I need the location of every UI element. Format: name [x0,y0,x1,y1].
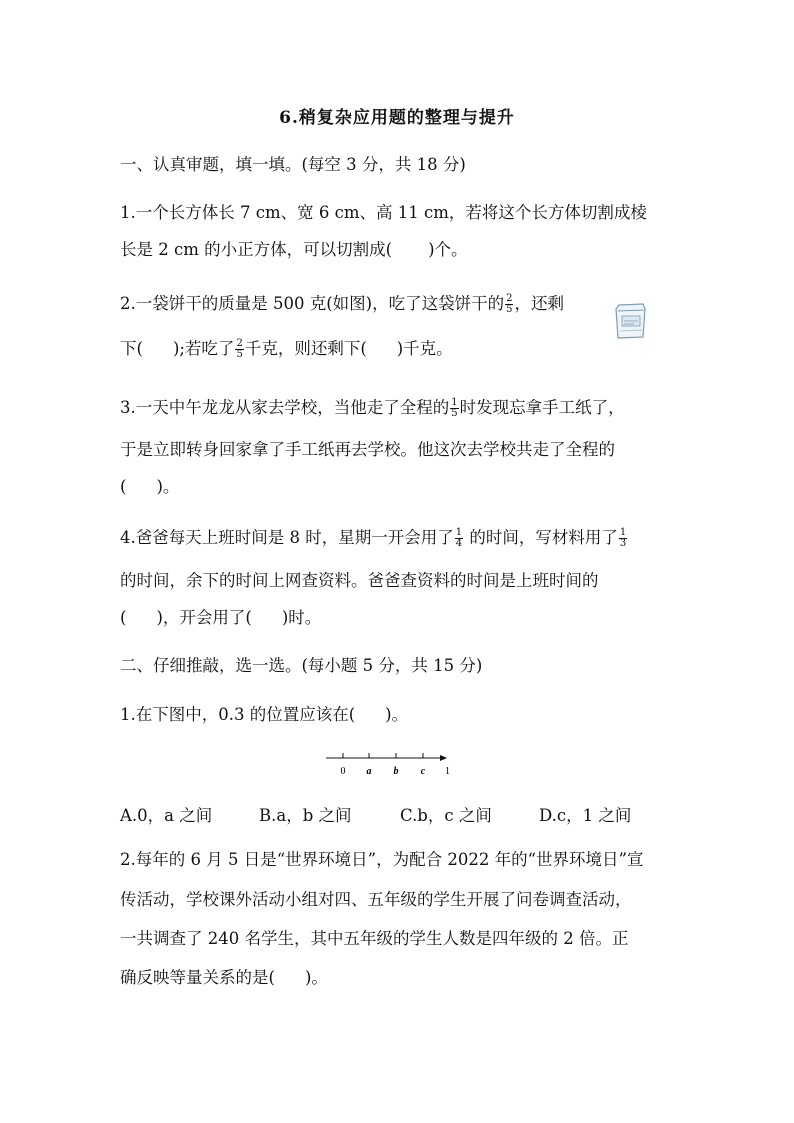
q1-4-line3: ( )，开会用了( )时。 [120,608,322,627]
option-a: A.0，a 之间 [120,806,213,825]
q2-2-line2: 传活动，学校课外活动小组对四、五年级的学生开展了问卷调查活动， [120,890,632,909]
q1-3-line3: ( )。 [120,477,180,496]
fraction: $\frac{1}{4}$ [455,527,463,549]
q2-2-line3: 一共调查了 240 名学生，其中五年级的学生人数是四年级的 2 倍。正 [120,929,629,948]
section2-heading: 二、仔细推敲，选一选。(每小题 5 分，共 15 分) [120,656,483,675]
q1-2-line2: 下( );若吃了 $\frac{2}{5}$ 千克，则还剩下( )千克。 [120,338,453,360]
tick-label-c: c [420,766,426,777]
option-c: C.b，c 之间 [400,806,492,825]
q1-1-line2: 长是 2 cm 的小正方体，可以切割成( )个。 [120,240,468,259]
q1-3-line1: 3.一天中午龙龙从家去学校，当他走了全程的 $\frac{1}{5}$ 时发现忘拿手工纸了， [120,397,625,419]
fraction: $\frac{1}{5}$ [451,397,458,419]
q2-2-line4: 确反映等量关系的是( )。 [120,968,328,987]
section1-heading: 一、认真审题，填一填。(每空 3 分，共 18 分) [120,155,466,174]
tick-label-0: 0 [340,766,346,777]
number-line [322,750,452,780]
tick-label-a: a [366,766,372,777]
q1-4-line2: 的时间，余下的时间上网查资料。爸爸查资料的时间是上班时间的 [120,571,599,590]
q1-4-line1: 4.爸爸每天上班时间是 8 时，星期一开会用了 $\frac{1}{4}$ 的时间，写材料用了 $\frac{1}{3}$ [120,527,627,549]
q1-1-line1: 1.一个长方体长 7 cm、宽 6 cm、高 11 cm，若将这个长方体切割成棱 [120,203,647,222]
q1-3-line2: 于是立即转身回家拿了手工纸再去学校。他这次去学校共走了全程的 [120,440,615,459]
tick-label-1: 1 [445,766,450,777]
q1-2-line1: 2.一袋饼干的质量是 500 克(如图)，吃了这袋饼干的 $\frac{2}{5}$ ，还剩 [120,293,564,315]
page-title: 6.稍复杂应用题的整理与提升 [279,108,515,128]
biscuit-bag-icon [612,301,650,341]
fraction: $\frac{1}{3}$ [619,527,627,549]
q2-2-line1: 2.每年的 6 月 5 日是“世界环境日”，为配合 2022 年的“世界环境日”宣 [120,850,644,869]
q2-1-stem: 1.在下图中，0.3 的位置应该在( )。 [120,705,409,724]
option-d: D.c，1 之间 [539,806,632,825]
fraction: $\frac{2}{5}$ [506,293,513,315]
fraction: $\frac{2}{5}$ [236,338,243,360]
option-b: B.a，b 之间 [259,806,352,825]
tick-label-b: b [393,766,399,777]
